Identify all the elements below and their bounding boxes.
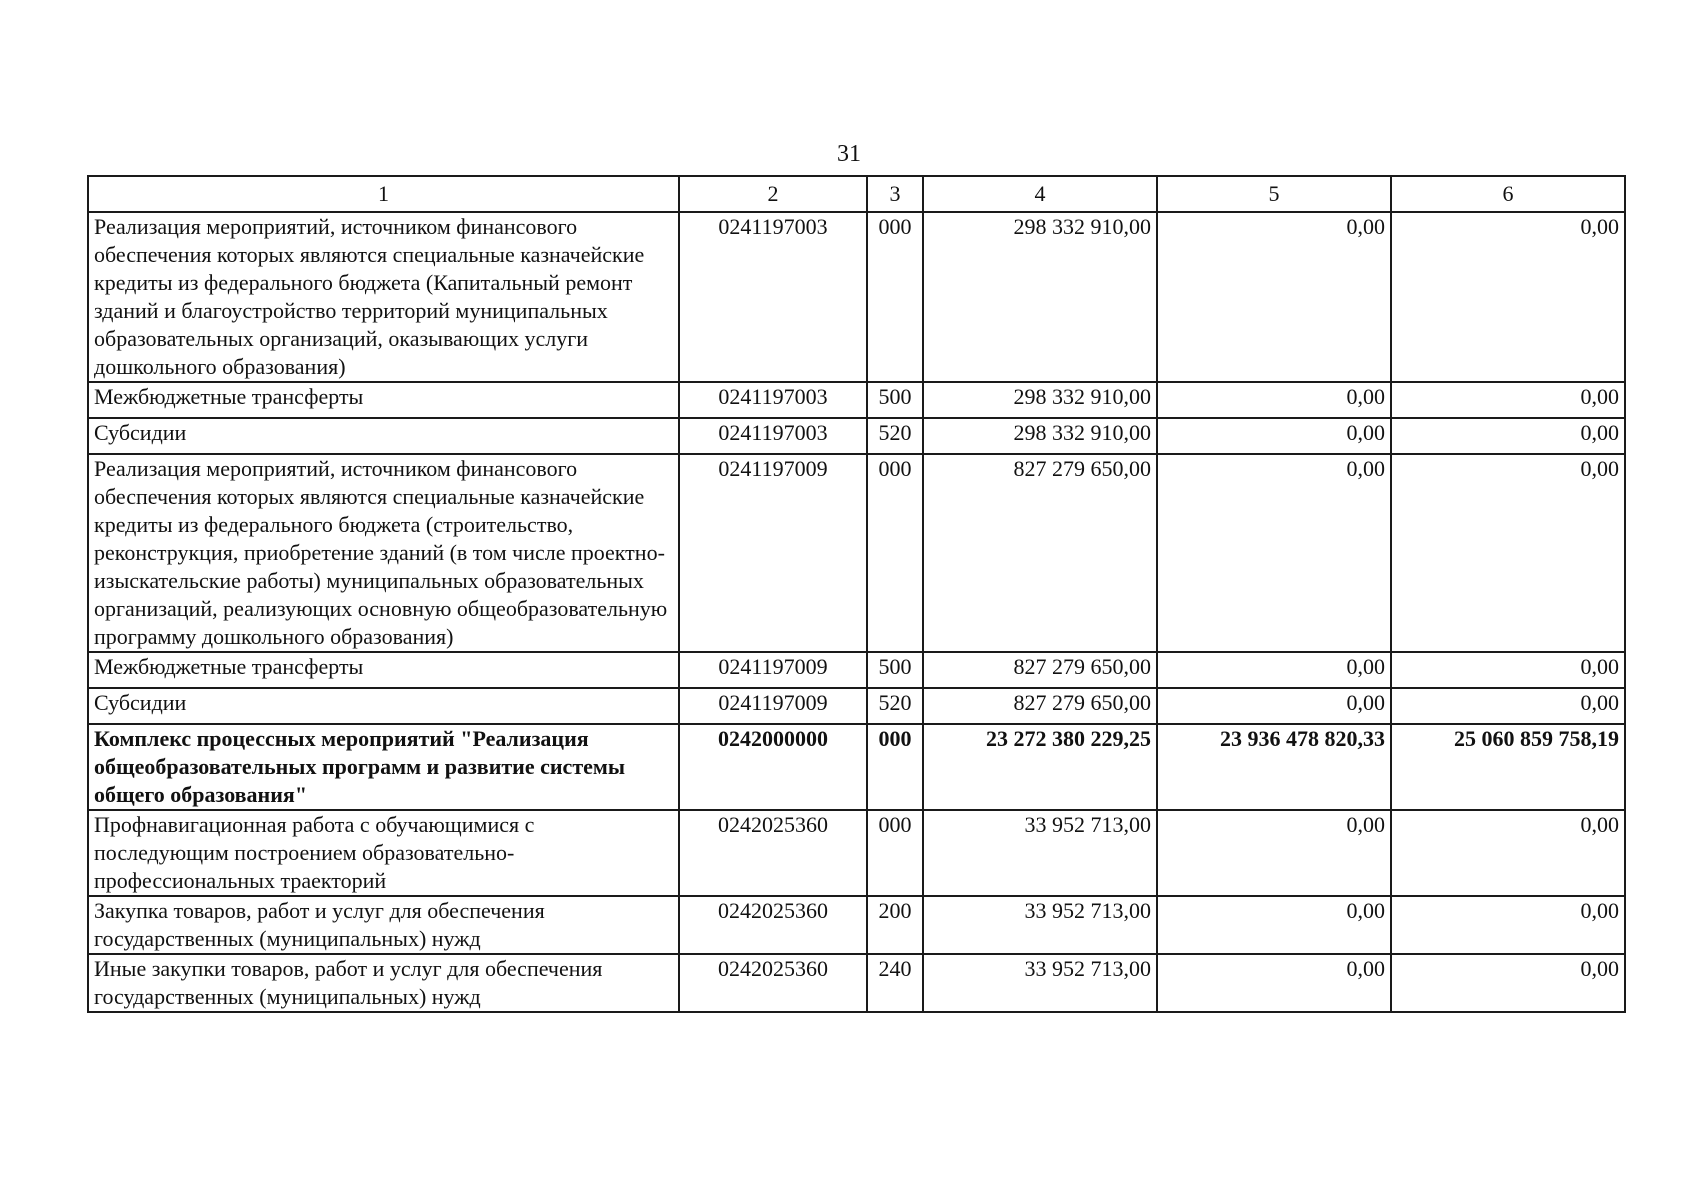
- row-description: Субсидии: [88, 688, 679, 724]
- row-amount-col5: 0,00: [1157, 382, 1391, 418]
- row-amount-col4: 33 952 713,00: [923, 954, 1157, 1012]
- row-amount-col5: 0,00: [1157, 954, 1391, 1012]
- row-code: 0242025360: [679, 810, 867, 896]
- row-description: Межбюджетные трансферты: [88, 382, 679, 418]
- row-expense-type: 000: [867, 810, 923, 896]
- row-amount-col6: 0,00: [1391, 688, 1625, 724]
- row-code: 0241197009: [679, 688, 867, 724]
- column-header: 2: [679, 176, 867, 212]
- row-description: Реализация мероприятий, источником финансового обеспечения которых являются специальные казначейские кредиты из федерального бюджета (Капитальный ремонт зданий и благоустройство территорий муниципальных образовательных организаций, оказывающих услуги дошкольного образования): [88, 212, 679, 382]
- row-code: 0241197009: [679, 652, 867, 688]
- row-amount-col5: 0,00: [1157, 454, 1391, 652]
- row-amount-col5: 0,00: [1157, 688, 1391, 724]
- row-amount-col4: 827 279 650,00: [923, 652, 1157, 688]
- page-number: 31: [837, 141, 861, 167]
- row-expense-type: 000: [867, 212, 923, 382]
- row-expense-type: 000: [867, 724, 923, 810]
- row-expense-type: 520: [867, 418, 923, 454]
- row-amount-col6: 0,00: [1391, 810, 1625, 896]
- table-row: [88, 454, 1625, 652]
- table-header-row: [88, 176, 1625, 212]
- budget-table: [87, 175, 1626, 1013]
- row-code: 0241197003: [679, 382, 867, 418]
- row-description: Межбюджетные трансферты: [88, 652, 679, 688]
- row-code: 0241197003: [679, 212, 867, 382]
- row-amount-col4: 298 332 910,00: [923, 418, 1157, 454]
- row-expense-type: 000: [867, 454, 923, 652]
- row-description: Профнавигационная работа с обучающимися с последующим построением образовательно-профессиональных траекторий: [88, 810, 679, 896]
- row-amount-col4: 827 279 650,00: [923, 454, 1157, 652]
- row-amount-col4: 33 952 713,00: [923, 810, 1157, 896]
- row-amount-col5: 0,00: [1157, 418, 1391, 454]
- table-row: [88, 652, 1625, 688]
- table-row: [88, 212, 1625, 382]
- row-expense-type: 500: [867, 382, 923, 418]
- row-amount-col4: 23 272 380 229,25: [923, 724, 1157, 810]
- column-header: 3: [867, 176, 923, 212]
- row-amount-col6: 0,00: [1391, 418, 1625, 454]
- row-amount-col5: 0,00: [1157, 810, 1391, 896]
- table-row: [88, 688, 1625, 724]
- column-header: 4: [923, 176, 1157, 212]
- row-amount-col4: 33 952 713,00: [923, 896, 1157, 954]
- row-amount-col5: 0,00: [1157, 212, 1391, 382]
- row-amount-col4: 298 332 910,00: [923, 212, 1157, 382]
- column-header: 1: [88, 176, 679, 212]
- row-amount-col6: 0,00: [1391, 954, 1625, 1012]
- column-header: 5: [1157, 176, 1391, 212]
- row-amount-col6: 0,00: [1391, 212, 1625, 382]
- row-amount-col5: 0,00: [1157, 652, 1391, 688]
- row-description: Закупка товаров, работ и услуг для обеспечения государственных (муниципальных) нужд: [88, 896, 679, 954]
- row-amount-col6: 0,00: [1391, 454, 1625, 652]
- row-description: Реализация мероприятий, источником финансового обеспечения которых являются специальные казначейские кредиты из федерального бюджета (строительство, реконструкция, приобретение зданий (в том числе проектно-изыскательские работы) муниципальных образовательных организаций, реализующих основную общеобразовательную программу дошкольного образования): [88, 454, 679, 652]
- row-amount-col5: 0,00: [1157, 896, 1391, 954]
- row-code: 0241197003: [679, 418, 867, 454]
- row-code: 0242025360: [679, 954, 867, 1012]
- table-row: [88, 810, 1625, 896]
- row-code: 0242025360: [679, 896, 867, 954]
- row-expense-type: 240: [867, 954, 923, 1012]
- row-description: Субсидии: [88, 418, 679, 454]
- row-amount-col4: 827 279 650,00: [923, 688, 1157, 724]
- row-code: 0242000000: [679, 724, 867, 810]
- table-row: [88, 954, 1625, 1012]
- row-amount-col6: 25 060 859 758,19: [1391, 724, 1625, 810]
- row-amount-col6: 0,00: [1391, 652, 1625, 688]
- row-amount-col6: 0,00: [1391, 382, 1625, 418]
- row-amount-col4: 298 332 910,00: [923, 382, 1157, 418]
- row-amount-col5: 23 936 478 820,33: [1157, 724, 1391, 810]
- row-description: Иные закупки товаров, работ и услуг для обеспечения государственных (муниципальных) нужд: [88, 954, 679, 1012]
- row-code: 0241197009: [679, 454, 867, 652]
- row-description: Комплекс процессных мероприятий "Реализация общеобразовательных программ и развитие системы общего образования": [88, 724, 679, 810]
- table-row-section: [88, 724, 1625, 810]
- row-expense-type: 200: [867, 896, 923, 954]
- column-header: 6: [1391, 176, 1625, 212]
- table-row: [88, 418, 1625, 454]
- row-expense-type: 520: [867, 688, 923, 724]
- row-amount-col6: 0,00: [1391, 896, 1625, 954]
- row-expense-type: 500: [867, 652, 923, 688]
- table-row: [88, 382, 1625, 418]
- table-row: [88, 896, 1625, 954]
